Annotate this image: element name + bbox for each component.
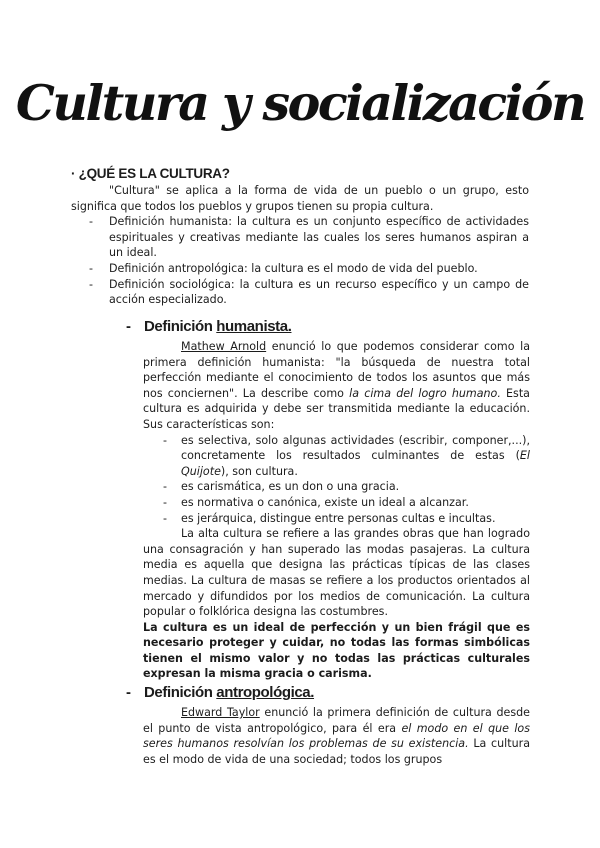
text-run: La cultura es el modo de vida de una sociedad; todos los grupos (143, 737, 531, 766)
emphasis: el modo en el que los seres humanos resolvían los problemas de su existencia. (143, 721, 530, 751)
text-run: Esta cultura es adquirida y debe ser transmitida mediante la educación. Sus características son: (143, 386, 530, 431)
heading-prefix: Definición (144, 318, 217, 335)
section-heading: · ¿QUÉ ES LA CULTURA? (71, 166, 230, 181)
list-item: - Definición humanista: la cultura es un conjunto específico de actividades espirituales y creativas mediante las cuales los seres humanos aspiran a un ideal. (71, 214, 529, 261)
list-item: - Definición sociológica: la cultura es un recurso específico y un campo de acción especializado. (71, 277, 529, 308)
definitions-list (71, 214, 529, 308)
list-item: - es normativa o canónica, existe un ideal a alcanzar. (143, 495, 530, 511)
text-run: es selectiva, solo algunas actividades (escribir, componer,...), concretamente los resultados culminantes de estas ( (181, 433, 530, 463)
section-heading (126, 318, 530, 335)
section-content (143, 705, 530, 767)
author-name: Edward Taylor (181, 706, 260, 719)
list-item (143, 433, 530, 480)
text-run: enunció la primera definición de cultura desde el punto de vista antropológico, para él era (143, 706, 530, 735)
text-run: ), son cultura. (220, 464, 298, 478)
emphasis: El Quijote (181, 449, 530, 478)
section-definicion-antropologica (126, 684, 530, 767)
bold-paragraph: La cultura es un ideal de perfección y un bien frágil que es necesario proteger y cuidar, no todas las formas simbólicas tienen el mismo valor y no todas las prácticas culturales expresan la misma gracia o carisma. (143, 620, 530, 681)
page-title: Cultura y socialización (15, 74, 585, 132)
paragraph (143, 339, 530, 433)
paragraph (143, 705, 530, 767)
section-que-es-la-cultura (71, 166, 529, 308)
section-heading (126, 684, 530, 701)
heading-prefix: Definición (144, 684, 217, 701)
emphasis: la cima del logro humano. (349, 386, 501, 400)
intro-paragraph: "Cultura" se aplica a la forma de vida de un pueblo o un grupo, esto significa que todos los pueblos y grupos tienen su propia cultura. (71, 184, 529, 213)
heading-keyword: humanista. (216, 318, 292, 335)
heading-keyword: antropológica. (216, 684, 315, 701)
list-item: - es carismática, es un don o una gracia. (143, 479, 530, 495)
section-content (143, 339, 530, 682)
section-definicion-humanista (126, 318, 530, 682)
dash-bullet: - (126, 318, 131, 335)
author-name: Mathew Arnold (181, 340, 267, 353)
dash-bullet: - (126, 684, 131, 701)
list-item: - es jerárquica, distingue entre personas cultas e incultas. (143, 511, 530, 527)
paragraph: La alta cultura se refiere a las grandes obras que han logrado una consagración y han superado las modas pasajeras. La cultura media es aquella que designa las prácticas típicas de las clases medias. La cultura de masas se refiere a los productos orientados al mercado y difundidos por los medios de comunicación. La cultura popular o folklórica designa las costumbres. (143, 527, 530, 619)
list-item: - Definición antropológica: la cultura es el modo de vida del pueblo. (71, 261, 529, 277)
characteristics-list (143, 433, 530, 527)
text-run: enunció lo que podemos considerar como la primera definición humanista: "la búsqueda de nuestra total perfección mediante el conocimiento de todos los asuntos que más nos conciernen". La describe como (143, 340, 531, 400)
